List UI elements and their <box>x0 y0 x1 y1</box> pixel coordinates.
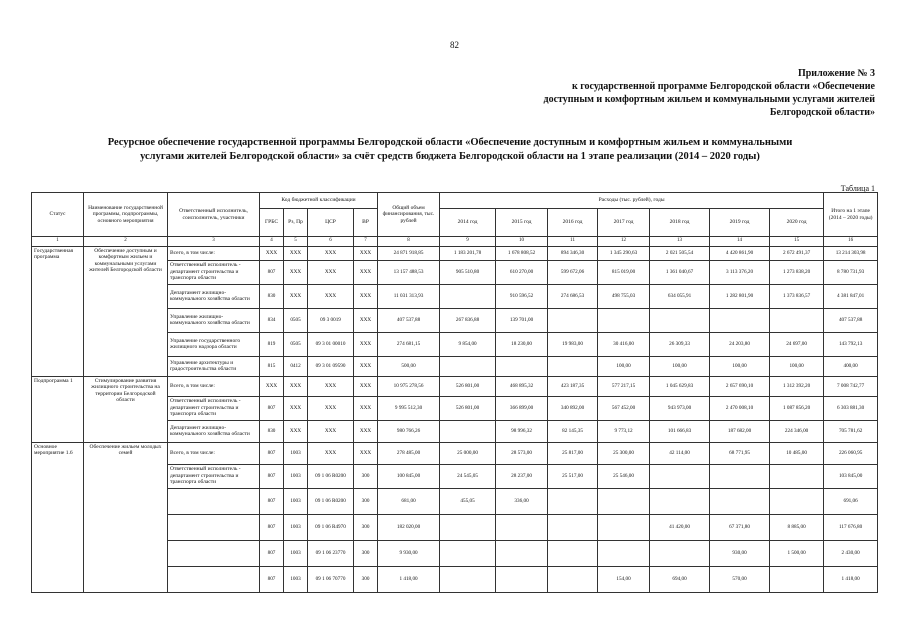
executor-cell: Управление государственного жилищного надзора области <box>168 332 260 356</box>
header-total-funding: Общий объем финансирования, тыс. рублей <box>378 193 440 237</box>
status-cell: Государственная программа <box>32 246 84 376</box>
value-cell-y2016 <box>548 356 598 376</box>
value-cell-y2020 <box>770 464 824 488</box>
executor-cell: Департамент жилищно-коммунального хозяйства области <box>168 284 260 308</box>
value-cell-y2020 <box>770 308 824 332</box>
value-cell-csr: 09 3 01 00010 <box>308 332 354 356</box>
header-grbs: ГРБС <box>260 209 284 237</box>
value-cell-sum: 8 780 731,93 <box>824 260 878 284</box>
value-cell-rz: 1003 <box>284 442 308 464</box>
value-cell-y2020: 1 087 856,20 <box>770 396 824 420</box>
value-cell-sum: 143 792,13 <box>824 332 878 356</box>
column-index-cell: 12 <box>598 237 650 247</box>
value-cell-y2014: 267 836,88 <box>440 308 496 332</box>
value-cell-sum: 407 537,88 <box>824 308 878 332</box>
value-cell-y2014: 25 000,00 <box>440 442 496 464</box>
value-cell-grbs: 807 <box>260 442 284 464</box>
header-status: Статус <box>32 193 84 237</box>
value-cell-y2016 <box>548 514 598 540</box>
value-cell-total: 11 031 313,93 <box>378 284 440 308</box>
value-cell-rz: 1003 <box>284 514 308 540</box>
value-cell-rz: XXX <box>284 376 308 396</box>
value-cell-grbs: 807 <box>260 488 284 514</box>
value-cell-csr: 09 1 06 R0200 <box>308 488 354 514</box>
appendix-line: Приложение № 3 <box>797 68 875 79</box>
value-cell-y2015 <box>496 566 548 592</box>
value-cell-total: 1 418,00 <box>378 566 440 592</box>
value-cell-y2017: 30 416,00 <box>598 332 650 356</box>
value-cell-y2017: 567 452,00 <box>598 396 650 420</box>
value-cell-sum: 226 060,95 <box>824 442 878 464</box>
value-cell-csr: XXX <box>308 442 354 464</box>
value-cell-y2015: 366 899,00 <box>496 396 548 420</box>
value-cell-sum: 7 008 742,77 <box>824 376 878 396</box>
value-cell-rz: XXX <box>284 284 308 308</box>
column-index-cell: 8 <box>378 237 440 247</box>
value-cell-y2017: 577 217,15 <box>598 376 650 396</box>
value-cell-total: 24 871 918,85 <box>378 246 440 260</box>
status-cell: Основное мероприятие 1.6 <box>32 442 84 592</box>
value-cell-sum: 117 676,80 <box>824 514 878 540</box>
value-cell-y2014 <box>440 284 496 308</box>
value-cell-y2017 <box>598 308 650 332</box>
value-cell-sum: 2 430,00 <box>824 540 878 566</box>
value-cell-csr: 09 3 01 09590 <box>308 356 354 376</box>
appendix-header <box>435 67 875 119</box>
value-cell-grbs: 807 <box>260 540 284 566</box>
value-cell-y2017: 498 755,03 <box>598 284 650 308</box>
value-cell-grbs: 834 <box>260 308 284 332</box>
value-cell-csr: 09 1 06 70770 <box>308 566 354 592</box>
value-cell-y2016 <box>548 540 598 566</box>
table-label: Таблица 1 <box>840 184 875 193</box>
value-cell-total: 407 537,88 <box>378 308 440 332</box>
value-cell-y2016 <box>548 308 598 332</box>
value-cell-total: 9 930,00 <box>378 540 440 566</box>
value-cell-y2015: 28 237,00 <box>496 464 548 488</box>
executor-cell: Всего, в том числе: <box>168 246 260 260</box>
header-vr: ВР <box>354 209 378 237</box>
value-cell-y2014: 455,05 <box>440 488 496 514</box>
value-cell-csr: XXX <box>308 420 354 442</box>
value-cell-vr: XXX <box>354 246 378 260</box>
value-cell-sum: 1 418,00 <box>824 566 878 592</box>
value-cell-y2018: 41 420,00 <box>650 514 710 540</box>
executor-cell: Управление архитектуры и градостроительства области <box>168 356 260 376</box>
value-cell-vr: XXX <box>354 260 378 284</box>
column-index-cell: 15 <box>770 237 824 247</box>
value-cell-y2016: 25 817,00 <box>548 442 598 464</box>
value-cell-total: 681,00 <box>378 488 440 514</box>
value-cell-y2015: 28 573,00 <box>496 442 548 464</box>
header-expenses: Расходы (тыс. рублей), годы <box>440 193 824 209</box>
value-cell-rz: 0505 <box>284 332 308 356</box>
column-index-cell: 5 <box>284 237 308 247</box>
value-cell-y2018 <box>650 540 710 566</box>
value-cell-y2016 <box>548 566 598 592</box>
column-index-cell: 4 <box>260 237 284 247</box>
value-cell-y2019: 570,00 <box>710 566 770 592</box>
value-cell-y2020: 10 485,00 <box>770 442 824 464</box>
value-cell-csr: 09 1 06 23770 <box>308 540 354 566</box>
column-index-cell: 11 <box>548 237 598 247</box>
executor-cell: Ответственный исполнитель - департамент строительства и транспорта области <box>168 464 260 488</box>
value-cell-y2014: 526 801,00 <box>440 396 496 420</box>
value-cell-y2020: 8 885,00 <box>770 514 824 540</box>
value-cell-y2018: 42 114,00 <box>650 442 710 464</box>
value-cell-vr: 300 <box>354 464 378 488</box>
executor-cell: Ответственный исполнитель - департамент строительства и транспорта области <box>168 260 260 284</box>
column-index-cell: 14 <box>710 237 770 247</box>
executor-cell <box>168 488 260 514</box>
header-total-stage: Итого на 1 этапе (2014 – 2020 годы) <box>824 193 878 237</box>
executor-cell: Ответственный исполнитель - департамент строительства и транспорта области <box>168 396 260 420</box>
value-cell-y2020: 2 672 491,37 <box>770 246 824 260</box>
status-cell: Подпрограмма 1 <box>32 376 84 442</box>
value-cell-grbs: 830 <box>260 420 284 442</box>
value-cell-y2018: 943 973,00 <box>650 396 710 420</box>
value-cell-y2019: 930,00 <box>710 540 770 566</box>
value-cell-y2014: 1 183 201,78 <box>440 246 496 260</box>
value-cell-y2020 <box>770 566 824 592</box>
value-cell-y2015: 910 596,52 <box>496 284 548 308</box>
column-index-cell: 2 <box>84 237 168 247</box>
value-cell-y2016 <box>548 488 598 514</box>
value-cell-y2014 <box>440 356 496 376</box>
header-year-2020: 2020 год <box>770 209 824 237</box>
header-rz: Рз, Пр <box>284 209 308 237</box>
value-cell-total: 13 157 488,53 <box>378 260 440 284</box>
value-cell-sum: 705 781,62 <box>824 420 878 442</box>
value-cell-total: 9 995 512,30 <box>378 396 440 420</box>
value-cell-csr: XXX <box>308 246 354 260</box>
value-cell-y2017: 815 019,00 <box>598 260 650 284</box>
title-line: Ресурсное обеспечение государственной программы Белгородской области «Обеспечение доступным и комфортным жильем и коммунальными <box>107 137 793 148</box>
value-cell-y2014: 9 854,00 <box>440 332 496 356</box>
value-cell-vr: XXX <box>354 332 378 356</box>
value-cell-total: 274 681,15 <box>378 332 440 356</box>
value-cell-y2017: 100,00 <box>598 356 650 376</box>
value-cell-y2017: 25 300,00 <box>598 442 650 464</box>
value-cell-y2017: 25 546,00 <box>598 464 650 488</box>
column-index-cell: 1 <box>32 237 84 247</box>
program-name-cell: Обеспечение доступным и комфортным жильем и коммунальными услугами жителей Белгородской области <box>84 246 168 376</box>
value-cell-csr: 09 3 0019 <box>308 308 354 332</box>
value-cell-y2016: 894 346,30 <box>548 246 598 260</box>
value-cell-grbs: 807 <box>260 260 284 284</box>
value-cell-y2019: 24 203,80 <box>710 332 770 356</box>
value-cell-y2020: 224 346,00 <box>770 420 824 442</box>
value-cell-y2019: 187 682,00 <box>710 420 770 442</box>
value-cell-y2014 <box>440 540 496 566</box>
value-cell-y2019 <box>710 464 770 488</box>
value-cell-y2017 <box>598 540 650 566</box>
value-cell-csr: 09 1 06 R0200 <box>308 464 354 488</box>
executor-cell: Всего, в том числе: <box>168 442 260 464</box>
value-cell-rz: XXX <box>284 246 308 260</box>
value-cell-y2018 <box>650 464 710 488</box>
table-body <box>32 246 878 592</box>
value-cell-y2014: 24 545,05 <box>440 464 496 488</box>
value-cell-y2017: 154,00 <box>598 566 650 592</box>
table-row <box>32 442 878 464</box>
value-cell-csr: XXX <box>308 376 354 396</box>
column-index-cell: 16 <box>824 237 878 247</box>
resource-table <box>31 192 878 593</box>
value-cell-y2014 <box>440 420 496 442</box>
value-cell-vr: XXX <box>354 396 378 420</box>
value-cell-y2019 <box>710 308 770 332</box>
value-cell-y2016: 19 983,00 <box>548 332 598 356</box>
value-cell-y2016: 423 187,35 <box>548 376 598 396</box>
program-name-cell: Обеспечение жильем молодых семей <box>84 442 168 592</box>
value-cell-y2018: 101 666,83 <box>650 420 710 442</box>
value-cell-y2014 <box>440 566 496 592</box>
value-cell-y2014: 905 510,80 <box>440 260 496 284</box>
column-index-cell: 9 <box>440 237 496 247</box>
value-cell-y2015: 610 270,00 <box>496 260 548 284</box>
column-index-cell: 13 <box>650 237 710 247</box>
header-year-2019: 2019 год <box>710 209 770 237</box>
value-cell-grbs: 819 <box>260 332 284 356</box>
value-cell-y2017 <box>598 488 650 514</box>
executor-cell <box>168 566 260 592</box>
header-csr: ЦСР <box>308 209 354 237</box>
value-cell-sum: 691,06 <box>824 488 878 514</box>
value-cell-vr: XXX <box>354 376 378 396</box>
value-cell-y2015: 98 996,32 <box>496 420 548 442</box>
value-cell-rz: XXX <box>284 260 308 284</box>
column-index-cell: 7 <box>354 237 378 247</box>
value-cell-y2016: 25 517,00 <box>548 464 598 488</box>
value-cell-vr: XXX <box>354 420 378 442</box>
value-cell-vr: XXX <box>354 284 378 308</box>
header-year-2015: 2015 год <box>496 209 548 237</box>
value-cell-y2017: 1 345 290,63 <box>598 246 650 260</box>
executor-cell: Департамент жилищно-коммунального хозяйства области <box>168 420 260 442</box>
value-cell-y2016: 274 686,53 <box>548 284 598 308</box>
value-cell-y2018: 1 045 629,83 <box>650 376 710 396</box>
value-cell-vr: XXX <box>354 356 378 376</box>
value-cell-y2019: 100,00 <box>710 356 770 376</box>
value-cell-y2019: 67 371,80 <box>710 514 770 540</box>
value-cell-total: 980 766,26 <box>378 420 440 442</box>
executor-cell: Всего, в том числе: <box>168 376 260 396</box>
header-year-2016: 2016 год <box>548 209 598 237</box>
value-cell-y2020: 1 500,00 <box>770 540 824 566</box>
value-cell-y2017: 9 773,12 <box>598 420 650 442</box>
value-cell-total: 100 845,00 <box>378 464 440 488</box>
value-cell-y2019 <box>710 488 770 514</box>
value-cell-rz: 1003 <box>284 488 308 514</box>
table-row <box>32 376 878 396</box>
value-cell-sum: 13 214 303,98 <box>824 246 878 260</box>
value-cell-grbs: 807 <box>260 514 284 540</box>
value-cell-vr: 300 <box>354 488 378 514</box>
value-cell-y2020 <box>770 488 824 514</box>
value-cell-rz: 1003 <box>284 540 308 566</box>
value-cell-total: 10 975 278,56 <box>378 376 440 396</box>
value-cell-y2016: 82 145,35 <box>548 420 598 442</box>
value-cell-csr: XXX <box>308 260 354 284</box>
value-cell-vr: 300 <box>354 540 378 566</box>
value-cell-y2015: 18 230,00 <box>496 332 548 356</box>
value-cell-total: 278 485,00 <box>378 442 440 464</box>
title-line: услугами жителей Белгородской области» за счёт средств бюджета Белгородской области на 1 этапе реализации (2014 – 2020 годы) <box>140 151 760 162</box>
value-cell-sum: 6 303 881,30 <box>824 396 878 420</box>
value-cell-y2020: 24 697,00 <box>770 332 824 356</box>
value-cell-y2019: 2 470 008,10 <box>710 396 770 420</box>
header-executor: Ответственный исполнитель, соисполнитель, участники <box>168 193 260 237</box>
value-cell-y2019: 1 282 801,90 <box>710 284 770 308</box>
value-cell-total: 500,00 <box>378 356 440 376</box>
value-cell-y2016: 599 672,06 <box>548 260 598 284</box>
value-cell-y2018: 2 021 505,54 <box>650 246 710 260</box>
value-cell-rz: 0412 <box>284 356 308 376</box>
header-year-2018: 2018 год <box>650 209 710 237</box>
executor-cell: Управление жилищно-коммунального хозяйства области <box>168 308 260 332</box>
value-cell-y2018: 100,00 <box>650 356 710 376</box>
value-cell-vr: 300 <box>354 514 378 540</box>
value-cell-y2019: 2 657 690,10 <box>710 376 770 396</box>
value-cell-grbs: 815 <box>260 356 284 376</box>
value-cell-vr: 300 <box>354 566 378 592</box>
value-cell-y2015 <box>496 514 548 540</box>
value-cell-y2020: 1 373 836,57 <box>770 284 824 308</box>
value-cell-grbs: 807 <box>260 396 284 420</box>
value-cell-y2018: 26 309,33 <box>650 332 710 356</box>
value-cell-sum: 400,00 <box>824 356 878 376</box>
value-cell-y2019: 3 113 376,20 <box>710 260 770 284</box>
value-cell-rz: 1003 <box>284 464 308 488</box>
executor-cell <box>168 514 260 540</box>
appendix-line: к государственной программе Белгородской области «Обеспечение <box>571 81 875 92</box>
value-cell-grbs: 830 <box>260 284 284 308</box>
value-cell-y2019: 68 771,95 <box>710 442 770 464</box>
executor-cell <box>168 540 260 566</box>
value-cell-y2020: 1 312 392,20 <box>770 376 824 396</box>
value-cell-csr: XXX <box>308 284 354 308</box>
value-cell-sum: 4 381 847,01 <box>824 284 878 308</box>
header-year-2017: 2017 год <box>598 209 650 237</box>
value-cell-rz: XXX <box>284 396 308 420</box>
value-cell-y2015: 139 701,00 <box>496 308 548 332</box>
column-index-cell: 3 <box>168 237 260 247</box>
value-cell-y2015: 468 895,32 <box>496 376 548 396</box>
header-budget-code: Код бюджетной классификации <box>260 193 378 209</box>
value-cell-y2014 <box>440 514 496 540</box>
value-cell-grbs: 807 <box>260 464 284 488</box>
value-cell-grbs: XXX <box>260 246 284 260</box>
document-title <box>20 136 880 164</box>
column-index-cell: 10 <box>496 237 548 247</box>
value-cell-y2018: 1 361 040,67 <box>650 260 710 284</box>
value-cell-y2020: 1 273 838,20 <box>770 260 824 284</box>
value-cell-y2018 <box>650 308 710 332</box>
value-cell-y2019: 4 420 861,90 <box>710 246 770 260</box>
value-cell-y2015 <box>496 356 548 376</box>
value-cell-y2016: 340 892,00 <box>548 396 598 420</box>
value-cell-grbs: XXX <box>260 376 284 396</box>
header-name: Наименование государственной программы, подпрограммы, основного мероприятия <box>84 193 168 237</box>
value-cell-csr: 09 1 06 R4970 <box>308 514 354 540</box>
header-year-2014: 2014 год <box>440 209 496 237</box>
value-cell-y2015: 1 678 808,52 <box>496 246 548 260</box>
value-cell-y2018: 694,00 <box>650 566 710 592</box>
value-cell-total: 182 020,00 <box>378 514 440 540</box>
value-cell-vr: XXX <box>354 442 378 464</box>
column-index-row <box>32 237 878 247</box>
value-cell-y2017 <box>598 514 650 540</box>
appendix-line: Белгородской области» <box>769 107 875 118</box>
value-cell-y2015: 336,00 <box>496 488 548 514</box>
value-cell-grbs: 807 <box>260 566 284 592</box>
column-index-cell: 6 <box>308 237 354 247</box>
value-cell-y2020: 100,00 <box>770 356 824 376</box>
value-cell-sum: 103 845,00 <box>824 464 878 488</box>
value-cell-rz: XXX <box>284 420 308 442</box>
value-cell-y2018: 634 055,91 <box>650 284 710 308</box>
value-cell-y2018 <box>650 488 710 514</box>
page-number: 82 <box>450 40 459 50</box>
appendix-line: доступным и комфортным жильем и коммунальными услугами жителей <box>543 94 875 105</box>
value-cell-csr: XXX <box>308 396 354 420</box>
value-cell-rz: 0505 <box>284 308 308 332</box>
value-cell-y2014: 526 801,00 <box>440 376 496 396</box>
header-row <box>32 193 878 209</box>
program-name-cell: Стимулирование развития жилищного строительства на территории Белгородской области <box>84 376 168 442</box>
value-cell-vr: XXX <box>354 308 378 332</box>
table-row <box>32 246 878 260</box>
value-cell-y2015 <box>496 540 548 566</box>
value-cell-rz: 1003 <box>284 566 308 592</box>
